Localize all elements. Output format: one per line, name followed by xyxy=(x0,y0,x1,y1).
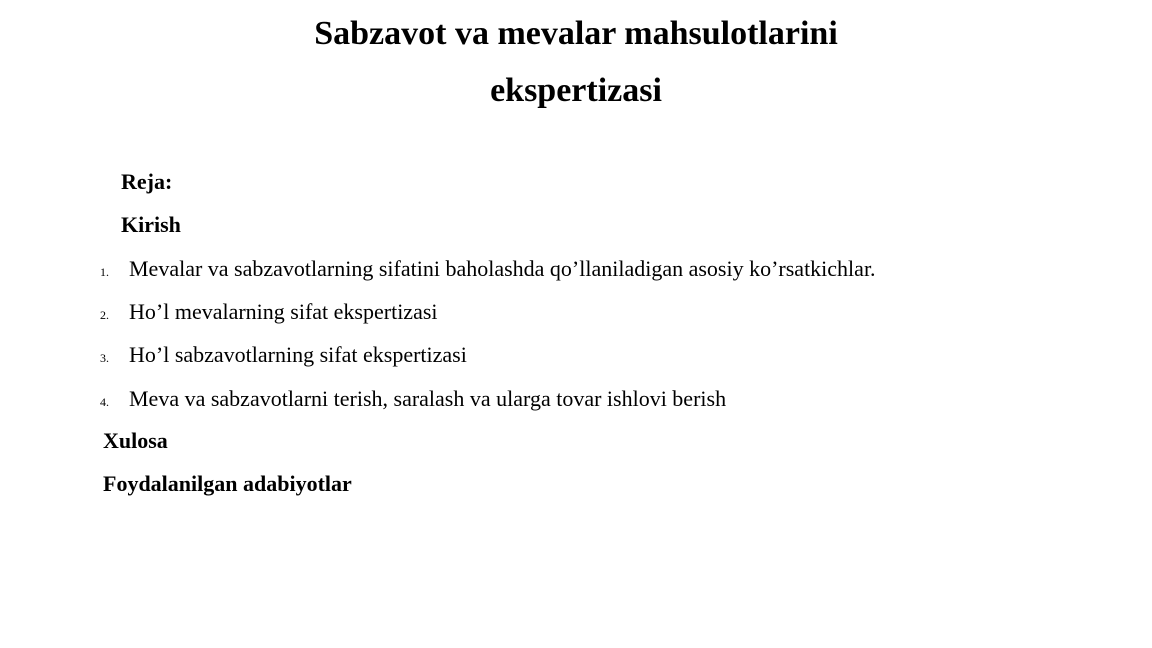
plan-list-item xyxy=(100,385,1100,413)
list-item-number: 2. xyxy=(100,308,109,322)
plan-heading: Reja: xyxy=(121,169,173,194)
plan-list-item xyxy=(100,298,1100,326)
conclusion-heading: Xulosa xyxy=(103,428,168,453)
intro-heading: Kirish xyxy=(121,212,181,237)
document-title-line-1: Sabzavot va mevalar mahsulotlarini xyxy=(314,15,838,52)
list-item-number: 3. xyxy=(100,351,109,365)
references-heading: Foydalanilgan adabiyotlar xyxy=(103,471,352,496)
list-item-text: Meva va sabzavotlarni terish, saralash va ularga tovar ishlovi berish xyxy=(129,386,727,411)
list-item-text: Ho’l sabzavotlarning sifat ekspertizasi xyxy=(129,342,467,367)
list-item-text: Ho’l mevalarning sifat ekspertizasi xyxy=(129,299,438,324)
plan-list-item xyxy=(100,341,1100,369)
list-item-text: Mevalar va sabzavotlarning sifatini baholashda qo’llaniladigan asosiy ko’rsatkichlar. xyxy=(129,256,876,281)
list-item-number: 4. xyxy=(100,395,109,409)
plan-list-item xyxy=(100,255,1100,283)
document-title-line-2: ekspertizasi xyxy=(490,72,662,109)
list-item-number: 1. xyxy=(100,265,109,279)
